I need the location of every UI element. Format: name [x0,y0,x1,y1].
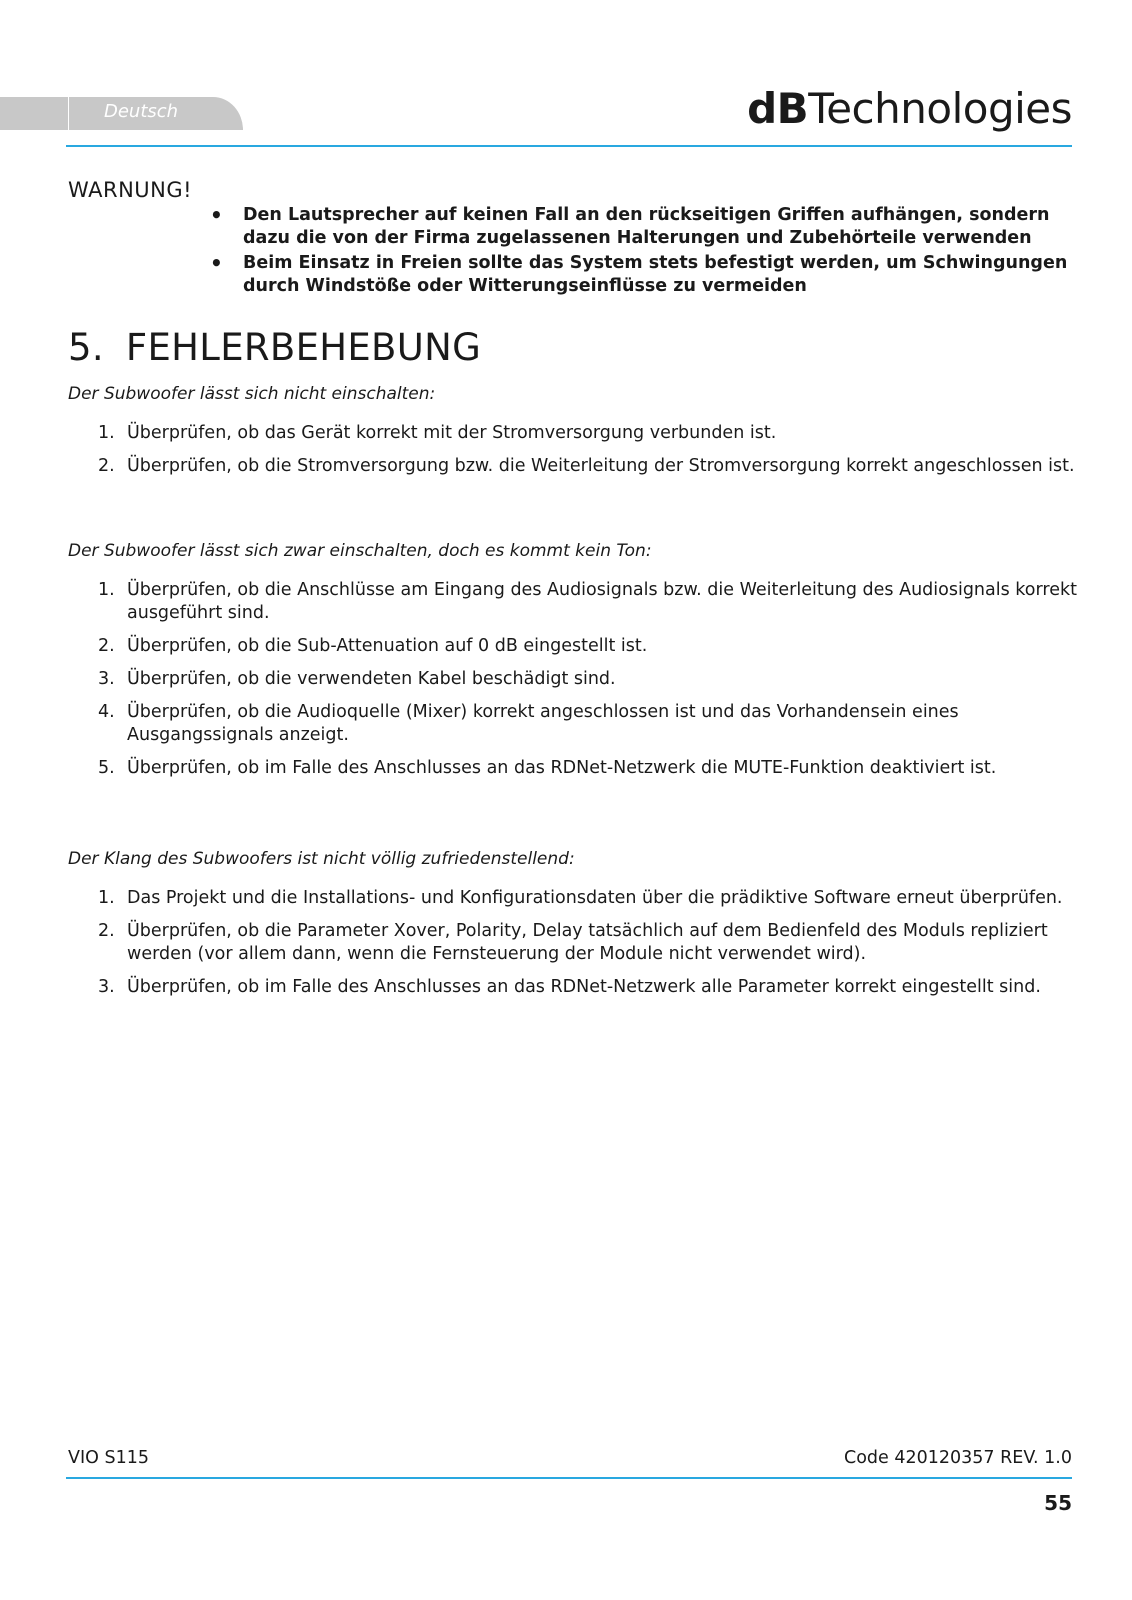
step-text: Überprüfen, ob die verwendeten Kabel beschädigt sind. [127,669,616,689]
warning-title: WARNUNG! [68,178,193,202]
section-heading [68,326,481,369]
problem-steps [98,422,1078,488]
language-tab [0,97,243,130]
footer-model: VIO S115 [68,1448,149,1468]
step-number: 4. [98,702,115,722]
section-number: 5. [68,326,104,369]
language-tab-divider [68,97,69,130]
step-text: Überprüfen, ob die Sub-Attenuation auf 0 dB eingestellt ist. [127,636,648,656]
logo-regular-part: Technologies [808,84,1072,133]
page-number: 55 [1044,1491,1072,1515]
problem-heading: Der Subwoofer lässt sich nicht einschalten: [68,384,436,404]
step-item [98,455,1078,478]
problem-heading: Der Klang des Subwoofers ist nicht völlig zufriedenstellend: [68,849,575,869]
step-item [98,579,1078,625]
header-divider [66,145,1072,147]
warning-item-text: Beim Einsatz in Freien sollte das System stets befestigt werden, um Schwingungen durch Windstöße oder Witterungseinflüsse zu vermeiden [243,253,1068,296]
step-number: 2. [98,456,115,476]
step-item [98,757,1078,780]
problem-steps [98,887,1078,1009]
step-number: 1. [98,580,115,600]
problem-heading: Der Subwoofer lässt sich zwar einschalten, doch es kommt kein Ton: [68,541,652,561]
step-text: Das Projekt und die Installations- und Konfigurationsdaten über die prädiktive Software erneut überprüfen. [127,888,1063,908]
step-text: Überprüfen, ob das Gerät korrekt mit der Stromversorgung verbunden ist. [127,423,777,443]
step-text: Überprüfen, ob die Anschlüsse am Eingang des Audiosignals bzw. die Weiterleitung des Audiosignals korrekt ausgeführt sind. [127,580,1077,623]
logo-bold-part: dB [747,84,809,133]
language-label: Deutsch [104,101,179,122]
problem-steps [98,579,1078,790]
step-item [98,422,1078,445]
step-number: 1. [98,888,115,908]
footer-code: Code 420120357 REV. 1.0 [843,1448,1072,1468]
step-number: 5. [98,758,115,778]
step-number: 2. [98,921,115,941]
step-item [98,635,1078,658]
bullet-icon: • [210,251,223,275]
step-text: Überprüfen, ob die Parameter Xover, Polarity, Delay tatsächlich auf dem Bedienfeld des Moduls repliziert werden (vor allem dann, wenn die Fernsteuerung der Module nicht verwendet wird). [127,921,1048,964]
footer-divider [66,1477,1072,1479]
step-item [98,920,1078,966]
bullet-icon: • [210,203,223,227]
step-number: 3. [98,977,115,997]
warning-item [210,204,1070,250]
step-number: 3. [98,669,115,689]
step-number: 1. [98,423,115,443]
warning-item [210,252,1070,298]
brand-logo [747,84,1072,133]
step-item [98,701,1078,747]
step-number: 2. [98,636,115,656]
warning-item-text: Den Lautsprecher auf keinen Fall an den rückseitigen Griffen aufhängen, sondern dazu die von der Firma zugelassenen Halterungen und Zubehörteile verwenden [243,205,1050,248]
step-text: Überprüfen, ob im Falle des Anschlusses an das RDNet-Netzwerk die MUTE-Funktion deaktiviert ist. [127,758,997,778]
step-item [98,668,1078,691]
step-text: Überprüfen, ob die Audioquelle (Mixer) korrekt angeschlossen ist und das Vorhandensein eines Ausgangssignals anzeigt. [127,702,959,745]
step-text: Überprüfen, ob im Falle des Anschlusses an das RDNet-Netzwerk alle Parameter korrekt eingestellt sind. [127,977,1041,997]
section-title: FEHLERBEHEBUNG [125,326,482,369]
warning-list [210,204,1070,300]
step-item [98,887,1078,910]
step-text: Überprüfen, ob die Stromversorgung bzw. die Weiterleitung der Stromversorgung korrekt angeschlossen ist. [127,456,1075,476]
step-item [98,976,1078,999]
